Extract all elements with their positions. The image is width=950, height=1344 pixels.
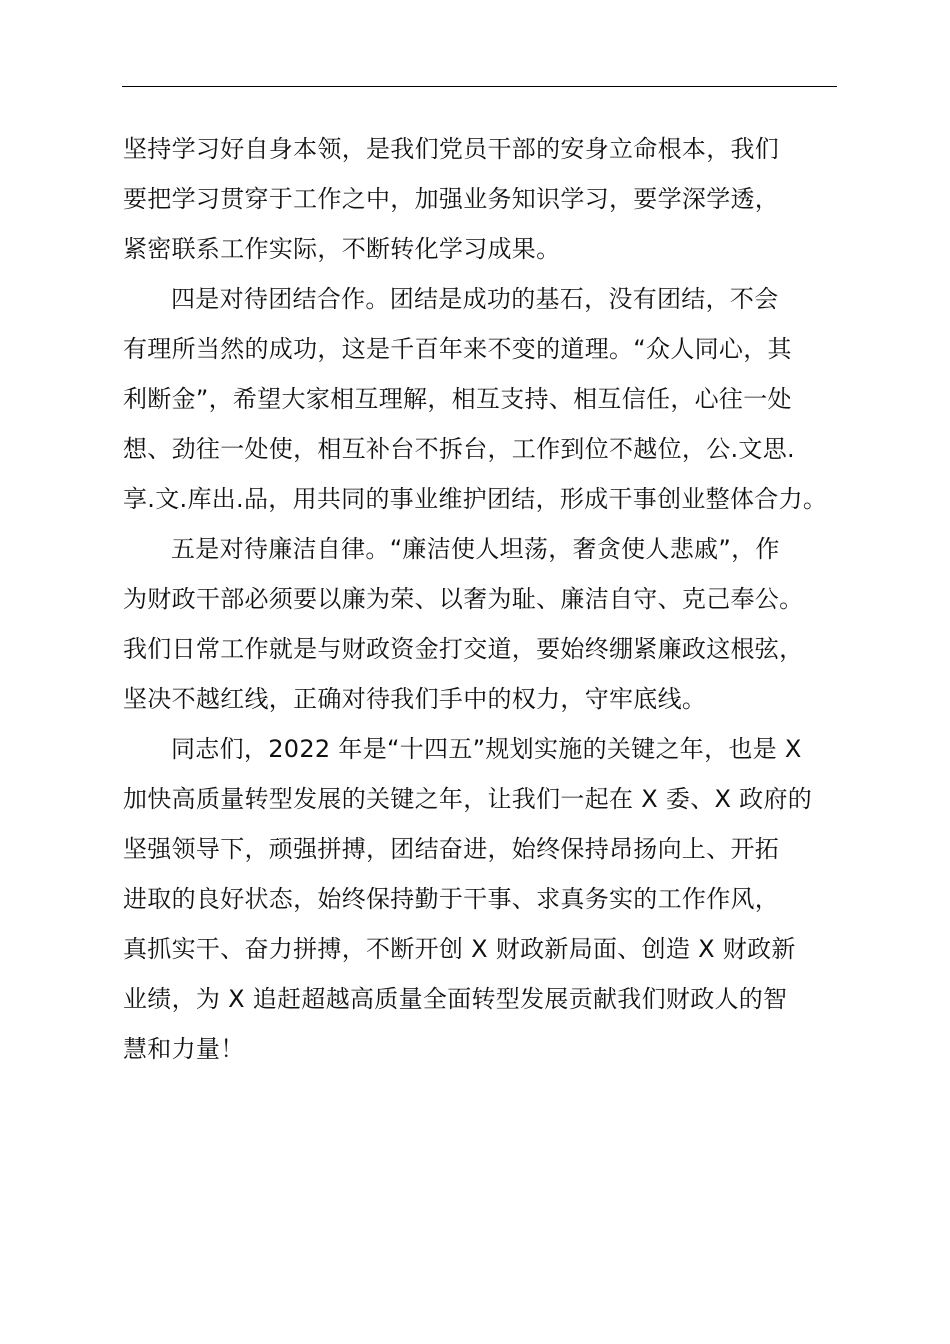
text-line-5: 有理所当然的成功，这是千百年来不变的道理。“众人同心，其 (123, 335, 792, 363)
text-line-16: 进取的良好状态，始终保持勤于干事、求真务实的工作作风， (123, 885, 780, 913)
text-line-1: 坚持学习好自身本领，是我们党员干部的安身立命根本，我们 (123, 135, 780, 163)
paragraph-five-start: 五是对待廉洁自律。“廉洁使人坦荡，奢贪使人悲戚”，作 (171, 535, 780, 563)
text-line-10: 为财政干部必须要以廉为荣、以奢为耻、廉洁自守、克己奉公。 (123, 585, 804, 613)
document-body (123, 124, 838, 1074)
text-line-3: 紧密联系工作实际，不断转化学习成果。 (123, 235, 561, 263)
header-rule (122, 86, 837, 87)
text-line-15: 坚强领导下，顽强拼搏，团结奋进，始终保持昂扬向上、开拓 (123, 835, 780, 863)
paragraph-closing-start: 同志们，2022 年是“十四五”规划实施的关键之年，也是 X (171, 735, 802, 763)
text-line-17: 真抓实干、奋力拼搏，不断开创 X 财政新局面、创造 X 财政新 (123, 935, 796, 963)
text-line-7: 想、劲往一处使，相互补台不拆台，工作到位不越位，公.文思. (123, 435, 795, 463)
text-line-11: 我们日常工作就是与财政资金打交道，要始终绷紧廉政这根弦， (123, 635, 804, 663)
text-line-18: 业绩，为 X 追赶超越高质量全面转型发展贡献我们财政人的智 (123, 985, 788, 1013)
paragraph-four-start: 四是对待团结合作。团结是成功的基石，没有团结，不会 (171, 285, 779, 313)
text-line-12: 坚决不越红线，正确对待我们手中的权力，守牢底线。 (123, 685, 707, 713)
text-line-6: 利断金”，希望大家相互理解，相互支持、相互信任，心往一处 (123, 385, 792, 413)
text-line-14: 加快高质量转型发展的关键之年，让我们一起在 X 委、X 政府的 (123, 785, 813, 813)
text-line-8: 享.文.库出.品，用共同的事业维护团结，形成干事创业整体合力。 (123, 485, 828, 513)
text-line-2: 要把学习贯穿于工作之中，加强业务知识学习，要学深学透， (123, 185, 780, 213)
text-line-19: 慧和力量！ (123, 1035, 245, 1063)
